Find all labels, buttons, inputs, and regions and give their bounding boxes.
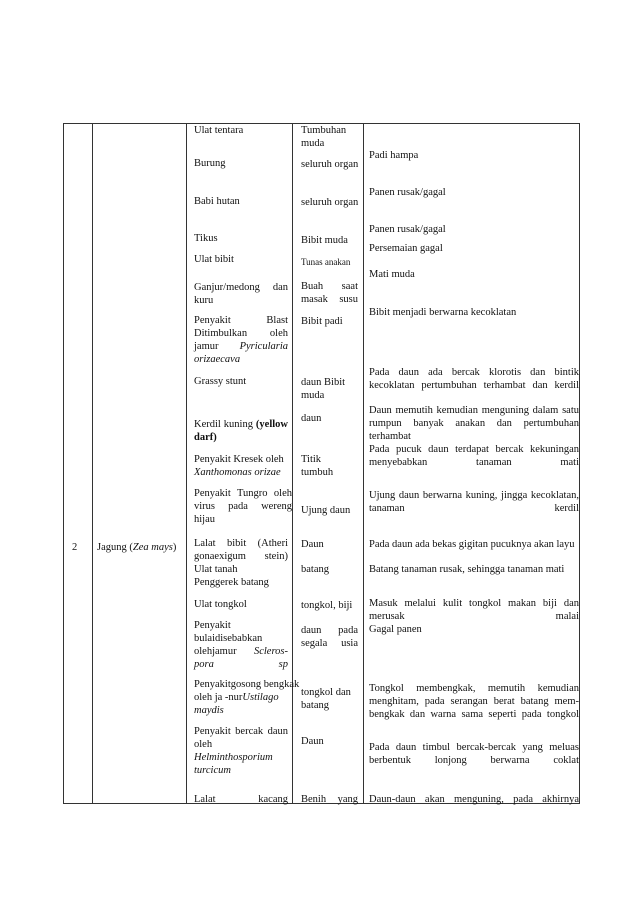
row-number: 2 bbox=[72, 542, 78, 553]
part-daun-1: daun bbox=[301, 413, 322, 424]
pest-tungro: Penyakit Tungro oleh virus pada wereng hijau bbox=[194, 488, 292, 525]
symptom-padi-hampa: Padi hampa bbox=[369, 150, 419, 161]
part-batang: batang bbox=[301, 564, 329, 575]
pest-lalat-kacang: Lalat kacang bbox=[194, 794, 288, 805]
symptom-panen-rusak-2: Panen rusak/gagal bbox=[369, 224, 446, 235]
pest-tikus: Tikus bbox=[194, 233, 218, 244]
pest-ganjur: Ganjur/medong dan kuru bbox=[194, 282, 288, 306]
symptom-daun-menguning: Daun-daun akan menguning, pada akhirnya bbox=[369, 794, 579, 805]
pest-bercak-daun: Penyakit bercak daun oleh Helminthosporium turcicum bbox=[194, 726, 288, 776]
part-tunas-anakan: Tunas anakan bbox=[301, 257, 351, 267]
symptom-bercak-klorotis: Pada daun ada bercak klorotis dan bintik kecoklatan pertumbuhan terhambat dan kerdil bbox=[369, 367, 579, 391]
symptom-panen-rusak-1: Panen rusak/gagal bbox=[369, 187, 446, 198]
part-ujung-daun: Ujung daun bbox=[301, 505, 351, 516]
part-tongkol-biji: tongkol, biji bbox=[301, 600, 353, 611]
column-divider-2 bbox=[186, 123, 187, 804]
part-daun-segala-usia: daun pada segala usia bbox=[301, 625, 358, 649]
part-tumbuhan-muda: Tumbuhan muda bbox=[301, 125, 347, 149]
pest-babi-hutan: Babi hutan bbox=[194, 196, 240, 207]
symptom-batang-rusak: Batang tanaman rusak, sehingga tanaman mati bbox=[369, 564, 565, 575]
part-daun-3: Daun bbox=[301, 736, 324, 747]
part-seluruh-organ-2: seluruh organ bbox=[301, 197, 359, 208]
part-bibit-muda-1: Bibit muda bbox=[301, 235, 348, 246]
symptom-masuk-tongkol: Masuk melalui kulit tongkol makan biji dan merusak malai bbox=[369, 598, 579, 622]
part-buah-masak-susu: Buah saat masak susu bbox=[301, 281, 358, 305]
pest-kresek: Penyakit Kresek oleh Xanthomonas orizae bbox=[194, 454, 284, 478]
symptom-bekas-gigitan: Pada daun ada bekas gigitan pucuknya akan layu bbox=[369, 539, 575, 550]
pest-ulat-bibit: Ulat bibit bbox=[194, 254, 234, 265]
part-benih: Benih yang bbox=[301, 794, 358, 805]
symptom-bercak-meluas: Pada daun timbul bercak-bercak yang meluas berbentuk lonjong berwarna coklat bbox=[369, 742, 579, 766]
pest-ulat-tentara: Ulat tentara bbox=[194, 125, 244, 136]
symptom-daun-memutih: Daun memutih kemudian menguning dalam satu rumpun banyak anakan dan pertumbuhan terhambat bbox=[369, 405, 579, 442]
part-tongkol-batang: tongkol dan batang bbox=[301, 687, 351, 711]
pest-burung: Burung bbox=[194, 158, 226, 169]
pest-penggerek: Penggerek batang bbox=[194, 577, 269, 588]
pest-blast: Penyakit Blast Ditimbulkan oleh jamur Pyricularia orizaecava bbox=[194, 315, 288, 365]
pest-grassy-stunt: Grassy stunt bbox=[194, 376, 247, 387]
column-divider-1 bbox=[92, 123, 93, 804]
symptom-gagal-panen: Gagal panen bbox=[369, 624, 422, 635]
symptom-mati-muda: Mati muda bbox=[369, 269, 415, 280]
crop-name: Jagung (Zea mays) bbox=[97, 542, 177, 553]
symptom-tongkol-membengkak: Tongkol membengkak, memutih kemudian menghitam, pada serangan berat batang mem-bengkak dan warna sama seperti pada tongkol bbox=[369, 683, 579, 720]
part-bibit-padi: Bibit padi bbox=[301, 316, 343, 327]
pest-gosong-bengkak: Penyakitgosong bengkak oleh ja -nurUstilago maydis bbox=[194, 679, 300, 716]
part-daun-2: Daun bbox=[301, 539, 324, 550]
symptom-persemaian-gagal: Persemaian gagal bbox=[369, 243, 443, 254]
pest-ulat-tanah: Ulat tanah bbox=[194, 564, 238, 575]
pest-ulat-tongkol: Ulat tongkol bbox=[194, 599, 247, 610]
part-titik-tumbuh: Titik tumbuh bbox=[301, 454, 334, 478]
pest-lalat-bibit: Lalat bibit (Atheri gonaexigum stein) bbox=[194, 538, 288, 562]
pest-kerdil-kuning: Kerdil kuning (yellow darf) bbox=[194, 419, 288, 443]
symptom-ujung-kuning: Ujung daun berwarna kuning, jingga kecoklatan, tanaman kerdil bbox=[369, 490, 579, 514]
part-daun-bibit-muda: daun Bibit muda bbox=[301, 377, 346, 401]
symptom-pucuk-daun: Pada pucuk daun terdapat bercak kekuningan menyebabkan tanaman mati bbox=[369, 444, 579, 468]
symptom-kecoklatan: Bibit menjadi berwarna kecoklatan bbox=[369, 307, 517, 318]
column-divider-4 bbox=[363, 123, 364, 804]
part-seluruh-organ-1: seluruh organ bbox=[301, 159, 359, 170]
pest-bulai: Penyakit bulaidisebabkan olehjamur Scleros-pora sp bbox=[194, 620, 288, 670]
